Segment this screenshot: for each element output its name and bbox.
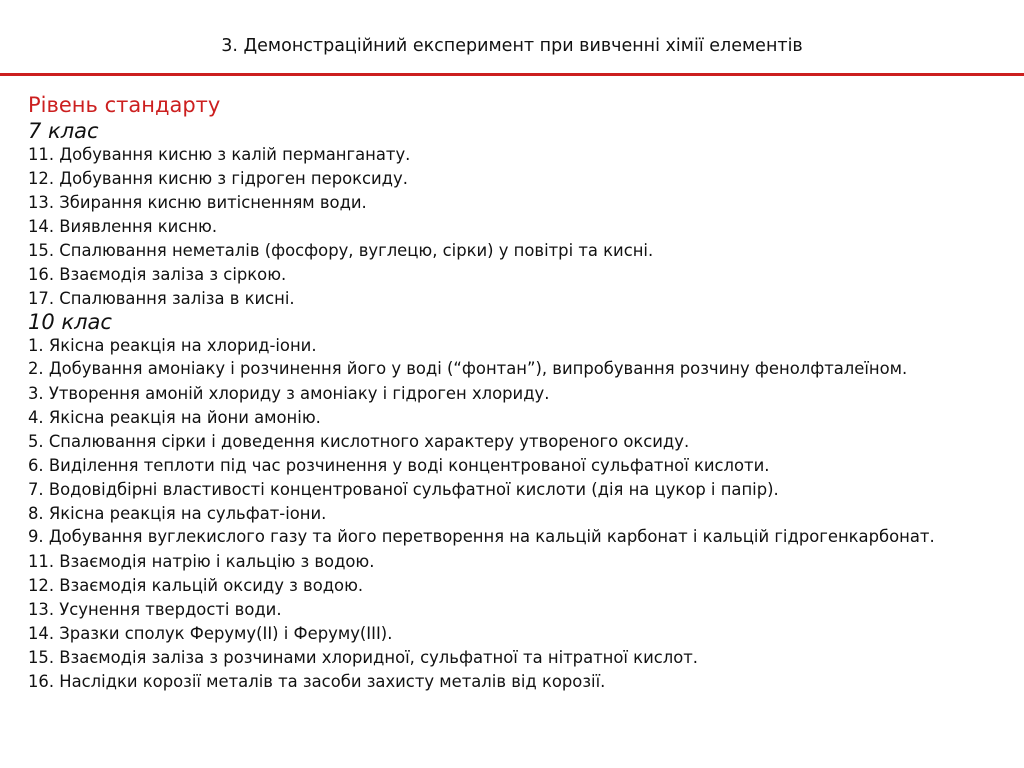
list-item: 15. Взаємодія заліза з розчинами хлоридної, сульфатної та нітратної кислот. [28, 648, 699, 667]
list-item: 14. Виявлення кисню. [28, 217, 218, 236]
list-item: 9. Добування вуглекислого газу та його перетворення на кальцій карбонат і кальцій гідрогенкарбонат. [28, 527, 935, 546]
list-item: 12. Добування кисню з гідроген пероксиду. [28, 169, 408, 188]
list-item: 11. Взаємодія натрію і кальцію з водою. [28, 552, 375, 571]
content-body [28, 90, 998, 694]
list-item: 13. Усунення твердості води. [28, 600, 282, 619]
level-title: Рівень стандарту [28, 93, 221, 117]
section-grade-10 [28, 311, 998, 694]
list-item: 16. Взаємодія заліза з сіркою. [28, 265, 287, 284]
list-item: 14. Зразки сполук Феруму(ІІ) і Феруму(ІІІ). [28, 624, 393, 643]
section-grade-7 [28, 120, 998, 311]
list-item: 6. Виділення теплоти під час розчинення у воді концентрованої сульфатної кислоти. [28, 456, 770, 475]
list-item: 16. Наслідки корозії металів та засоби захисту металів від корозії. [28, 672, 606, 691]
list-item: 8. Якісна реакція на сульфат-іони. [28, 504, 327, 523]
grade-heading: 10 клас [28, 310, 112, 334]
list-item: 7. Водовідбірні властивості концентрованої сульфатної кислоти (дія на цукор і папір). [28, 480, 779, 499]
list-item: 5. Спалювання сірки і доведення кислотного характеру утвореного оксиду. [28, 432, 690, 451]
title-divider [0, 73, 1024, 76]
list-item: 17. Спалювання заліза в кисні. [28, 289, 295, 308]
list-item: 3. Утворення амоній хлориду з амоніаку і гідроген хлориду. [28, 384, 550, 403]
list-item: 13. Збирання кисню витісненням води. [28, 193, 367, 212]
list-item: 4. Якісна реакція на йони амонію. [28, 408, 321, 427]
list-item: 1. Якісна реакція на хлорид-іони. [28, 336, 317, 355]
list-item: 2. Добування амоніаку і розчинення його у воді (“фонтан”), випробування розчину фенолфталеїном. [28, 359, 908, 378]
list-item: 15. Спалювання неметалів (фосфору, вуглецю, сірки) у повітрі та кисні. [28, 241, 654, 260]
list-item: 11. Добування кисню з калій перманганату. [28, 145, 411, 164]
page-title: 3. Демонстраційний експеримент при вивченні хімії елементів [221, 36, 803, 56]
list-item: 12. Взаємодія кальцій оксиду з водою. [28, 576, 364, 595]
grade-heading: 7 клас [28, 119, 99, 143]
